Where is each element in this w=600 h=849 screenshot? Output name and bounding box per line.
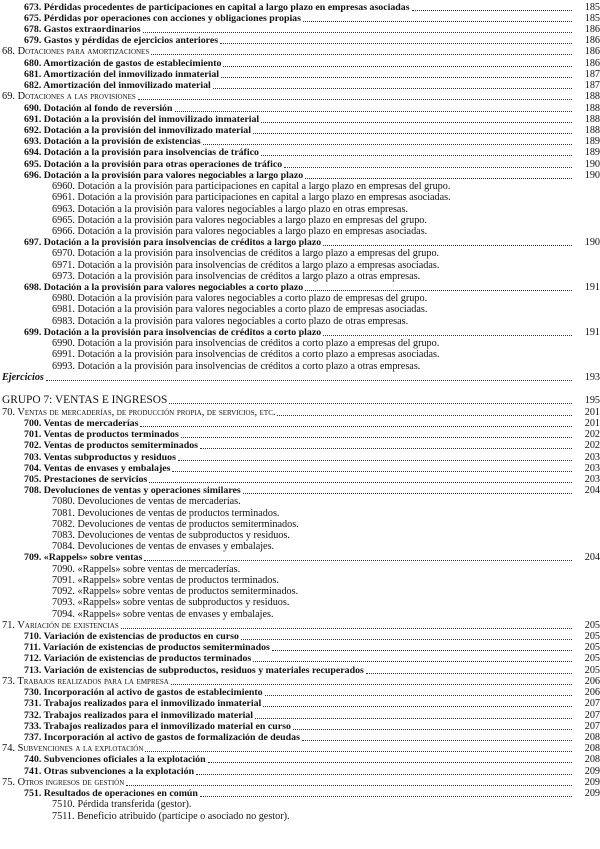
leader-dots	[253, 660, 572, 662]
toc-subentry	[0, 349, 600, 361]
toc-entry	[0, 687, 600, 699]
page-number: 201	[584, 406, 600, 418]
toc-entry	[0, 124, 600, 136]
leader-dots	[265, 694, 572, 696]
toc-entry-label: 7091. «Rappels» sobre ventas de productos terminados.	[52, 574, 279, 586]
leader-dots	[178, 459, 572, 461]
page-number: 209	[584, 788, 600, 800]
toc-entry	[0, 147, 600, 159]
leader-dots	[126, 784, 572, 786]
page-number: 207	[584, 709, 600, 721]
toc-entry	[0, 91, 600, 103]
toc-entry-label: 733. Trabajos realizados para el inmovilizado material en curso	[24, 720, 291, 732]
leader-dots	[241, 638, 572, 640]
toc-entry-label: 73. Trabajos realizados para la empresa	[2, 675, 169, 687]
toc-entry-label: 74. Subvenciones a la explotación	[2, 743, 144, 755]
leader-dots	[223, 65, 572, 67]
toc-subentry	[0, 192, 600, 204]
toc-entry-label: 680. Amortización de gastos de establecimiento	[24, 57, 222, 69]
toc-entry-label: 7093. «Rappels» sobre ventas de subproductos y residuos.	[52, 597, 290, 609]
toc-entry-label: 7081. Devoluciones de ventas de productos terminados.	[52, 507, 280, 519]
leader-dots	[208, 761, 572, 763]
leader-dots	[263, 705, 572, 707]
toc-entry-label: 694. Dotación a la provisión para insolvencias de tráfico	[24, 147, 259, 159]
leader-dots	[203, 143, 572, 145]
page-number: 191	[584, 326, 600, 338]
toc-entry-label: 679. Gastos y pérdidas de ejercicios anteriores	[24, 35, 219, 47]
toc-entry-label: 675. Pérdidas por operaciones con acciones y obligaciones propias	[24, 12, 301, 24]
toc-subentry	[0, 574, 600, 586]
leader-dots	[121, 627, 572, 629]
page-number: 185	[584, 12, 600, 24]
toc-entry-label: 705. Prestaciones de servicios	[24, 473, 148, 485]
page-number: 195	[584, 394, 600, 406]
toc-entry	[0, 776, 600, 788]
toc-subentry	[0, 496, 600, 508]
toc-entry-label: 7084. Devoluciones de ventas de envases y embalajes.	[52, 541, 275, 553]
page-number: 202	[584, 440, 600, 452]
toc-subentry	[0, 338, 600, 350]
toc-entry	[0, 653, 600, 665]
toc-entry-label: 698. Dotación a la provisión para valores negociables a corto plazo	[24, 282, 304, 293]
toc-subentry	[0, 225, 600, 237]
toc-entry-label: 6991. Dotación a la provisión para insolvencias de créditos a corto plazo a empresas asociadas.	[52, 349, 440, 361]
toc-entry-label: 71. Variación de existencias	[2, 619, 119, 631]
leader-dots	[175, 110, 573, 112]
toc-entry	[0, 664, 600, 676]
page-number: 201	[584, 417, 600, 429]
leader-dots	[140, 425, 572, 427]
leader-dots	[143, 31, 572, 33]
toc-entry	[0, 113, 600, 125]
toc-entry	[0, 23, 600, 35]
toc-subentry	[0, 530, 600, 542]
toc-subentry	[0, 214, 600, 226]
toc-entry	[0, 371, 600, 383]
toc-entry-label: 6981. Dotación a la provisión para valores negociables a corto plazo de empresas asociadas.	[52, 304, 428, 316]
leader-dots	[272, 649, 572, 651]
page-number: 206	[584, 675, 600, 687]
leader-dots	[213, 87, 572, 89]
toc-subentry	[0, 608, 600, 620]
leader-dots	[255, 717, 572, 719]
page-number: 205	[584, 631, 600, 642]
leader-dots	[172, 470, 572, 472]
leader-dots	[145, 750, 572, 752]
toc-entry	[0, 631, 600, 643]
page-number: 187	[584, 80, 600, 91]
toc-subentry	[0, 518, 600, 530]
page-number: 193	[584, 371, 600, 383]
leader-dots	[220, 42, 572, 44]
toc-entry	[0, 406, 600, 418]
toc-subentry	[0, 259, 600, 271]
page-number: 205	[584, 642, 600, 654]
toc-entry-label: 6971. Dotación a la provisión para insolvencias de créditos a largo plazo a empresas asociadas.	[52, 259, 440, 271]
toc-entry	[0, 698, 600, 710]
toc-entry-label: 697. Dotación a la provisión para insolvencias de créditos a largo plazo	[24, 237, 322, 249]
leader-dots	[284, 166, 572, 168]
leader-dots	[303, 20, 572, 22]
toc-entry	[0, 68, 600, 80]
leader-dots	[144, 559, 572, 561]
page-number: 203	[584, 462, 600, 474]
leader-dots	[181, 436, 572, 438]
toc-subentry	[0, 181, 600, 193]
page-number: 190	[584, 237, 600, 249]
toc-entry	[0, 102, 600, 114]
toc-subentry	[0, 563, 600, 575]
page-number: 186	[584, 23, 600, 35]
toc-entry-label: 702. Ventas de productos semiterminados	[24, 440, 199, 452]
toc-entry	[0, 282, 600, 294]
toc-entry-label: 7082. Devoluciones de ventas de productos semiterminados.	[52, 518, 299, 530]
toc-entry-label: 6973. Dotación a la provisión para insolvencias de créditos a largo plazo a otras empresas.	[52, 270, 421, 282]
page-number: 204	[584, 485, 600, 497]
page-number: 205	[584, 619, 600, 631]
toc-entry	[0, 158, 600, 170]
toc-entry-label: 700. Ventas de mercaderías	[24, 417, 139, 429]
toc-entry-label: 690. Dotación al fondo de reversión	[24, 102, 173, 114]
toc-entry-label: 732. Trabajos realizados para el inmovilizado material	[24, 709, 254, 721]
toc-entry-label: 711. Variación de existencias de productos semiterminados	[24, 642, 270, 654]
toc-subentry	[0, 597, 600, 609]
toc-subentry	[0, 270, 600, 282]
leader-dots	[293, 728, 572, 730]
toc-entry-label: 691. Dotación a la provisión del inmovilizado inmaterial	[24, 113, 260, 125]
toc-subentry	[0, 541, 600, 553]
toc-entry-label: 6970. Dotación a la provisión para insolvencias de créditos a largo plazo a empresas del grupo.	[52, 248, 440, 260]
toc-entry-label: 741. Otras subvenciones a la explotación	[24, 765, 195, 777]
page-number: 188	[584, 124, 600, 136]
toc-entry-label: Ejercicios	[2, 371, 44, 383]
leader-dots	[171, 683, 572, 685]
page-number: 186	[584, 35, 600, 47]
toc-entry-label: 6980. Dotación a la provisión para valores negociables a corto plazo de empresas del grupo.	[52, 293, 428, 305]
leader-dots	[366, 672, 572, 674]
toc-entry-label: 692. Dotación a la provisión del inmovilizado material	[24, 124, 251, 136]
toc-entry-label: 7090. «Rappels» sobre ventas de mercaderías.	[52, 563, 241, 575]
toc-entry-label: 709. «Rappels» sobre ventas	[24, 552, 143, 564]
toc-entry	[0, 1, 600, 13]
leader-dots	[302, 739, 572, 741]
page-number: 189	[584, 147, 600, 159]
toc-entry	[0, 552, 600, 564]
toc-subentry	[0, 360, 600, 372]
toc-entry	[0, 720, 600, 732]
page-number: 188	[584, 113, 600, 125]
leader-dots	[221, 76, 572, 78]
page-number: 202	[584, 429, 600, 440]
toc-entry-label: 678. Gastos extraordinarios	[24, 23, 141, 35]
leader-dots	[196, 773, 572, 775]
toc-entry-label: 6961. Dotación a la provisión para participaciones en capital a largo plazo en empresas asociadas.	[52, 192, 451, 204]
toc-entry	[0, 619, 600, 631]
leader-dots	[151, 53, 572, 55]
page-number: 203	[584, 451, 600, 463]
toc-entry-label: 6990. Dotación a la provisión para insolvencias de créditos a corto plazo a empresas del grupo.	[52, 338, 440, 350]
toc-entry	[0, 326, 600, 338]
leader-dots	[149, 481, 572, 483]
page-number: 209	[584, 765, 600, 777]
toc-entry-label: 751. Resultados de operaciones en común	[24, 788, 198, 800]
toc-entry-label: 7511. Beneficio atribuido (partícipe o asociado no gestor).	[52, 810, 290, 822]
toc-entry-label: 68. Dotaciones para amortizaciones	[2, 46, 150, 58]
page-number: 187	[584, 68, 600, 80]
toc-entry-label: 6960. Dotación a la provisión para participaciones en capital a largo plazo en empresas del grupo.	[52, 181, 451, 192]
page-number: 190	[584, 158, 600, 170]
toc-entry	[0, 754, 600, 766]
toc-entry	[0, 417, 600, 429]
toc-entry	[0, 35, 600, 47]
leader-dots	[277, 414, 572, 416]
leader-dots	[253, 132, 572, 134]
toc-entry-label: 6965. Dotación a la provisión para valores negociables a largo plazo en empresas del grupo.	[52, 214, 427, 226]
toc-entry-label: 710. Variación de existencias de productos en curso	[24, 631, 239, 642]
page-number: 188	[584, 102, 600, 114]
leader-dots	[261, 154, 572, 156]
toc-entry-label: 6966. Dotación a la provisión para valores negociables a largo plazo en empresas asociadas.	[52, 225, 428, 237]
toc-entry-label: 731. Trabajos realizados para el inmovilizado inmaterial	[24, 698, 262, 710]
toc-entry	[0, 732, 600, 744]
page-number: 208	[584, 754, 600, 766]
toc-entry	[0, 743, 600, 755]
page-number: 190	[584, 169, 600, 181]
page-number: 191	[584, 282, 600, 293]
toc-subentry	[0, 304, 600, 316]
page-number: 207	[584, 698, 600, 710]
toc-subentry	[0, 203, 600, 215]
toc-entry-label: 693. Dotación a la provisión de existencias	[24, 136, 201, 148]
leader-dots	[46, 379, 572, 381]
toc-entry-label: 75. Otros ingresos de gestión	[2, 776, 125, 788]
toc-entry	[0, 462, 600, 474]
toc-entry-label: 7083. Devoluciones de ventas de subproductos y residuos.	[52, 530, 290, 541]
toc-entry	[0, 46, 600, 58]
page-number: 208	[584, 743, 600, 755]
toc-subentry	[0, 248, 600, 260]
toc-subentry	[0, 586, 600, 598]
leader-dots	[169, 402, 572, 404]
leader-dots	[305, 177, 572, 179]
page-number: 208	[584, 732, 600, 743]
leader-dots	[412, 9, 572, 11]
page-number: 203	[584, 473, 600, 485]
toc-entry-label: 7092. «Rappels» sobre ventas de productos semiterminados.	[52, 586, 299, 598]
page-number: 207	[584, 720, 600, 732]
toc-entry-label: 695. Dotación a la provisión para otras operaciones de tráfico	[24, 158, 283, 170]
toc-entry-label: 682. Amortización del inmovilizado material	[24, 80, 211, 91]
toc-entry	[0, 451, 600, 463]
toc-entry-label: 7094. «Rappels» sobre ventas de envases y embalajes.	[52, 608, 274, 620]
leader-dots	[138, 98, 572, 100]
toc-entry	[0, 485, 600, 497]
toc-entry	[0, 675, 600, 687]
toc-entry-label: 740. Subvenciones oficiales a la explotación	[24, 754, 206, 766]
leader-dots	[323, 334, 572, 336]
toc-entry-label: 70. Ventas de mercaderías, de producción propia, de servicios, etc.	[2, 406, 276, 418]
toc-entry	[0, 429, 600, 441]
toc-entry	[0, 237, 600, 249]
page-number: 205	[584, 664, 600, 676]
toc-entry	[0, 788, 600, 800]
toc-subentry	[0, 315, 600, 327]
toc-entry	[0, 765, 600, 777]
toc-entry-label: 712. Variación de existencias de productos terminados	[24, 653, 252, 665]
toc-entry-label: 6993. Dotación a la provisión para insolvencias de créditos a corto plazo a otras empresas.	[52, 360, 421, 372]
toc-entry	[0, 57, 600, 69]
toc-entry-label: 7080. Devoluciones de ventas de mercaderías.	[52, 496, 241, 508]
toc-entry-label: 7510. Pérdida transferida (gestor).	[52, 799, 192, 811]
page-number: 188	[584, 91, 600, 103]
toc-entry-label: 699. Dotación a la provisión para insolvencias de créditos a corto plazo	[24, 326, 322, 338]
leader-dots	[261, 121, 572, 123]
toc-entry-label: 681. Amortización del inmovilizado inmaterial	[24, 68, 220, 80]
group-heading: GRUPO 7: VENTAS E INGRESOS	[2, 393, 168, 406]
toc-entry-label: 708. Devoluciones de ventas y operaciones similares	[24, 485, 241, 497]
toc-entry-label: 704. Ventas de envases y embalajes	[24, 462, 171, 474]
page-number: 189	[584, 136, 600, 148]
toc-entry-label: 6983. Dotación a la provisión para valores negociables a corto plazo de otras empresas.	[52, 315, 409, 327]
toc-entry	[0, 136, 600, 148]
toc-entry-label: 737. Incorporación al activo de gastos de formalización de deudas	[24, 732, 300, 743]
page-number: 186	[584, 46, 600, 58]
page-number: 186	[584, 57, 600, 69]
toc-entry-label: 6963. Dotación a la provisión para valores negociables a largo plazo en otras empresas.	[52, 203, 408, 215]
toc-entry	[0, 473, 600, 485]
leader-dots	[200, 447, 572, 449]
toc-subentry	[0, 293, 600, 305]
leader-dots	[243, 492, 572, 494]
toc-subentry	[0, 810, 600, 822]
toc-subentry	[0, 799, 600, 811]
page-number: 209	[584, 776, 600, 788]
leader-dots	[200, 795, 572, 797]
toc-entry	[0, 169, 600, 181]
page-number: 185	[584, 1, 600, 13]
toc-entry-label: 701. Ventas de productos terminados	[24, 429, 179, 440]
leader-dots	[323, 244, 572, 246]
toc-entry	[0, 80, 600, 92]
toc-entry-label: 696. Dotación a la provisión para valores negociables a largo plazo	[24, 169, 304, 181]
toc-entry	[0, 709, 600, 721]
toc-entry	[0, 12, 600, 24]
toc-entry-label: 730. Incorporación al activo de gastos de establecimiento	[24, 687, 263, 699]
toc-entry	[0, 394, 600, 406]
toc-entry-label: 69. Dotaciones a las provisiones	[2, 91, 136, 103]
leader-dots	[305, 289, 572, 291]
toc-entry-label: 673. Pérdidas procedentes de participaciones en capital a largo plazo en empresas asociadas	[24, 1, 410, 13]
page-number: 205	[584, 653, 600, 665]
toc-entry	[0, 440, 600, 452]
toc-entry	[0, 642, 600, 654]
page-number: 206	[584, 687, 600, 699]
toc-subentry	[0, 507, 600, 519]
toc-entry-label: 703. Ventas subproductos y residuos	[24, 451, 176, 463]
toc-entry-label: 713. Variación de existencias de subproductos, residuos y materiales recuperados	[24, 664, 364, 676]
page-number: 204	[584, 552, 600, 564]
